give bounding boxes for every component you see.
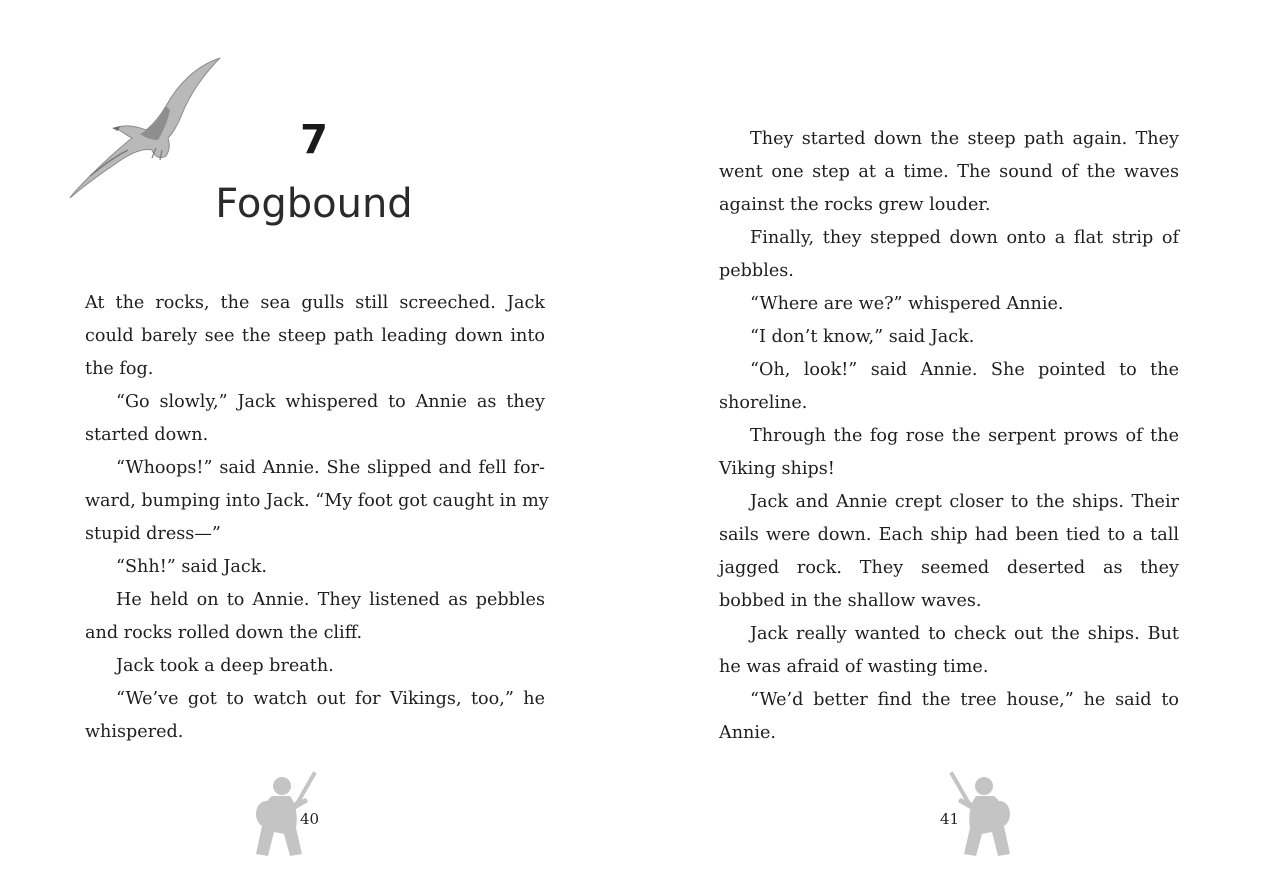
- right-page: [632, 0, 1264, 874]
- text-line: jagged rock. They seemed deserted as they: [719, 558, 1179, 578]
- text-line: Jack and Annie crept closer to the ships. Their: [750, 492, 1179, 512]
- text-line: “We’ve got to watch out for Vikings, too,” he: [116, 689, 545, 709]
- text-line: whispered.: [85, 722, 184, 742]
- text-line: he was afraid of wasting time.: [719, 657, 989, 677]
- text-line: “Shh!” said Jack.: [116, 557, 268, 577]
- text-line: At the rocks, the sea gulls still screeched. Jack: [85, 293, 545, 313]
- text-line: “Oh, look!” said Annie. She pointed to the: [750, 360, 1179, 380]
- text-line: “Where are we?” whispered Annie.: [750, 294, 1064, 314]
- page-number: 40: [300, 810, 320, 828]
- text-line: Through the fog rose the serpent prows of the: [750, 426, 1179, 446]
- text-line: Jack really wanted to check out the ships. But: [750, 624, 1179, 644]
- text-line: and rocks rolled down the cliff.: [85, 623, 363, 643]
- text-line: He held on to Annie. They listened as pebbles: [116, 590, 545, 610]
- text-line: “Go slowly,” Jack whispered to Annie as they: [116, 392, 545, 412]
- chapter-title: Fogbound: [215, 181, 413, 227]
- text-line: pebbles.: [719, 261, 794, 281]
- text-line: ward, bumping into Jack. “My foot got caught in my: [85, 491, 549, 511]
- text-line: Jack took a deep breath.: [116, 656, 334, 676]
- text-line: Annie.: [719, 723, 776, 743]
- right-page-text: [719, 123, 1179, 750]
- text-line: stupid dress—”: [85, 524, 221, 544]
- page-number: 41: [940, 810, 960, 828]
- text-line: They started down the steep path again. They: [750, 129, 1179, 149]
- text-line: went one step at a time. The sound of the waves: [719, 162, 1179, 182]
- left-page-text: [85, 287, 549, 749]
- text-line: shoreline.: [719, 393, 808, 413]
- text-line: the fog.: [85, 359, 154, 379]
- text-line: Finally, they stepped down onto a flat strip of: [750, 228, 1179, 248]
- viking-warrior-icon: [940, 768, 1020, 860]
- text-line: “We’d better find the tree house,” he said to: [750, 690, 1179, 710]
- text-line: started down.: [85, 425, 209, 445]
- text-line: bobbed in the shallow waves.: [719, 591, 982, 611]
- text-line: could barely see the steep path leading down into: [85, 326, 545, 346]
- text-line: sails were down. Each ship had been tied to a tall: [719, 525, 1179, 545]
- text-line: “Whoops!” said Annie. She slipped and fell for-: [116, 458, 545, 478]
- chapter-number: 7: [300, 117, 328, 163]
- text-line: Viking ships!: [719, 459, 835, 479]
- text-line: against the rocks grew louder.: [719, 195, 991, 215]
- text-line: “I don’t know,” said Jack.: [750, 327, 975, 347]
